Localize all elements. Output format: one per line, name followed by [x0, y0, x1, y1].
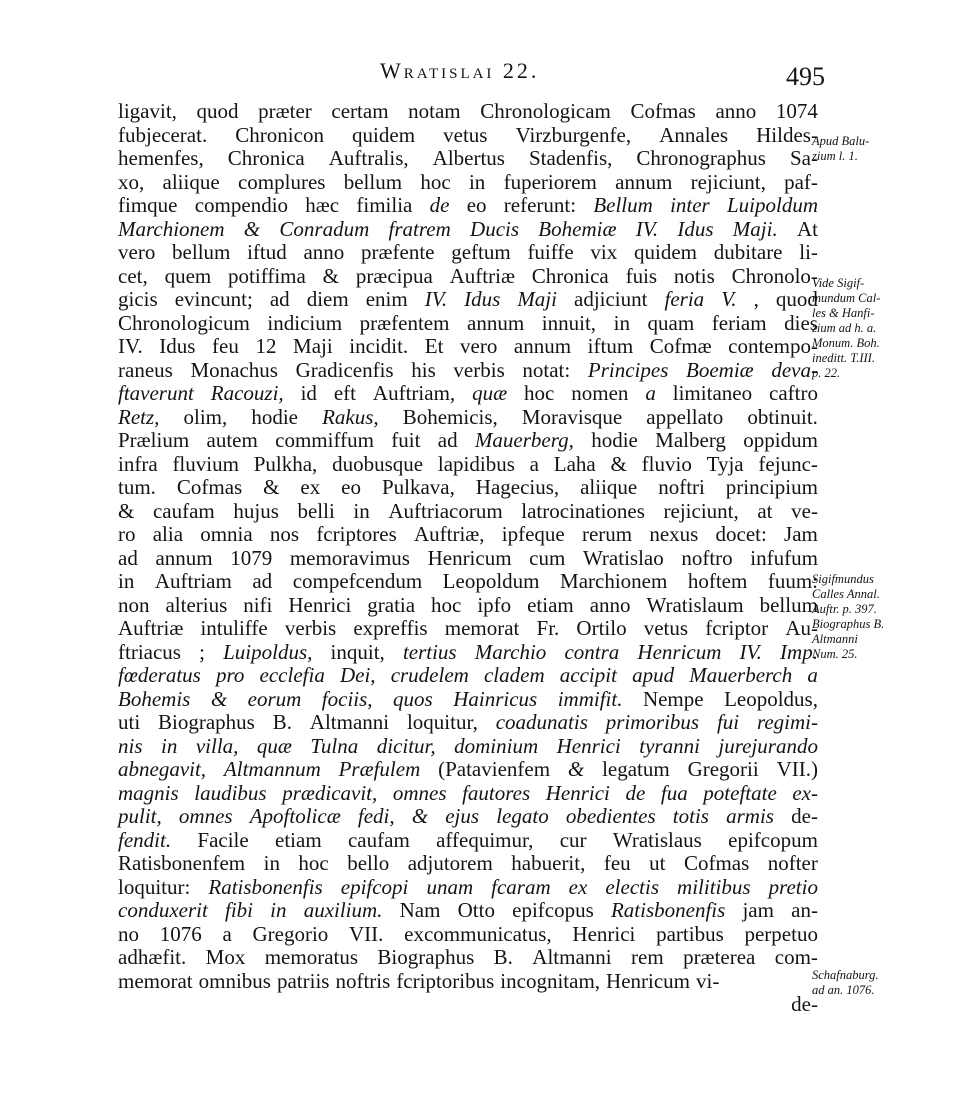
- text-line: & caufam hujus belli in Auftriacorum latrocinationes rejiciunt, at ve-: [118, 498, 818, 523]
- running-header: Wratislai 22.: [380, 58, 540, 83]
- text-line: memorat omnibus patriis noftris fcriptoribus incognitam, Henricum vi-: [118, 968, 720, 993]
- text-line: ftaverunt Racouzi, id eft Auftriam, quæ hoc nomen a limitaneo caftro: [118, 381, 818, 405]
- text-line: gicis evincunt; ad diem enim IV. Idus Maji adjiciunt feria V. , quod: [118, 287, 818, 311]
- text-line: adhæfit. Mox memoratus Biographus B. Altmanni rem præterea com-: [118, 945, 818, 969]
- text-line: tum. Cofmas & ex eo Pulkava, Hagecius, aliique noftri principium: [118, 475, 818, 499]
- text-line: raneus Monachus Gradicenfis his verbis notat: Principes Boemiæ deva-: [118, 357, 818, 382]
- text-line: infra fluvium Pulkha, duobusque lapidibus a Laha & fluvio Tyja fejunc-: [118, 451, 818, 476]
- text-line: hemenfes, Chronica Auftralis, Albertus Stadenfis, Chronographus Sa-: [118, 146, 818, 170]
- text-line: abnegavit, Altmannum Præfulem (Patavienfem & legatum Gregorii VII.): [118, 757, 818, 781]
- page-number: 495: [786, 62, 825, 91]
- margin-note: Schafnaburg. ad an. 1076.: [812, 968, 879, 997]
- text-line: magnis laudibus prædicavit, omnes fautores Henrici de fua poteftate ex-: [118, 780, 818, 805]
- text-line: ligavit, quod præter certam notam Chronologicam Cofmas anno 1074: [118, 99, 818, 123]
- text-line: de-: [791, 992, 818, 1016]
- margin-note: Vide Sigif- mundum Cal- les & Hanfi- zium ad h. a. Monum. Boh. ineditt. T.III. p. 22.: [812, 276, 881, 380]
- margin-note: Apud Balu- zium l. 1.: [812, 134, 870, 163]
- text-line: Retz, olim, hodie Rakus, Bohemicis, Moravisque appellato obtinuit.: [118, 404, 818, 429]
- text-line: no 1076 a Gregorio VII. excommunicatus, Henrici partibus perpetuo: [118, 921, 818, 946]
- text-line: ad annum 1079 memoravimus Henricum cum Wratislao noftro infufum: [118, 545, 818, 570]
- text-line: conduxerit fibi in auxilium. Nam Otto epifcopus Ratisbonenfis jam an-: [118, 898, 818, 922]
- margin-note: Sigifmundus Calles Annal. Auftr. p. 397. Biographus B. Altmanni Num. 25.: [812, 572, 885, 661]
- text-line: fœderatus pro ecclefia Dei, crudelem cladem accipit apud Mauerberch a: [118, 663, 818, 687]
- text-line: cet, quem potiffima & præcipua Auftriæ Chronica fuis notis Chronolo-: [118, 263, 818, 288]
- text-line: non alterius nifi Henrici gratia hoc ipfo etiam anno Wratislaum bellum: [118, 592, 818, 617]
- text-line: fubjecerat. Chronicon quidem vetus Virzburgenfe, Annales Hildes-: [118, 122, 818, 147]
- text-line: Ratisbonenfem in hoc bello adjutorem habuerit, feu ut Cofmas nofter: [118, 851, 818, 875]
- text-line: Prælium autem commiffum fuit ad Mauerberg, hodie Malberg oppidum: [118, 428, 818, 452]
- text-line: ro alia omnia nos fcriptores Auftriæ, ipfeque rerum nexus docet: Jam: [118, 522, 818, 546]
- text-line: Auftriæ intuliffe verbis expreffis memorat Fr. Ortilo vetus fcriptor Au-: [118, 616, 818, 640]
- text-line: IV. Idus feu 12 Maji incidit. Et vero annum iftum Cofmæ contempo-: [118, 334, 818, 358]
- text-line: xo, aliique complures bellum hoc in fuperiorem annum rejiciunt, paf-: [118, 169, 818, 194]
- text-line: uti Biographus B. Altmanni loquitur, coadunatis primoribus fui regimi-: [118, 710, 818, 734]
- text-line: in Auftriam ad compefcendum Leopoldum Marchionem hoftem fuum:: [118, 569, 818, 593]
- text-line: Marchionem & Conradum fratrem Ducis Bohemiæ IV. Idus Maji. At: [118, 216, 818, 241]
- text-line: loquitur: Ratisbonenfis epifcopi unam fcaram ex electis militibus pretio: [118, 874, 818, 899]
- text-line: Chronologicum indicium præfentem annum innuit, in quam feriam dies: [118, 310, 818, 335]
- text-line: vero bellum iftud anno præfente geftum fuiffe vix quidem dubitare li-: [118, 240, 818, 264]
- main-text-column: [118, 100, 818, 1017]
- text-line: Bohemis & eorum fociis, quos Hainricus immifit. Nempe Leopoldus,: [118, 686, 818, 711]
- text-line: fimque compendio hæc fimilia de eo referunt: Bellum inter Luipoldum: [118, 193, 818, 217]
- text-line: fendit. Facile etiam caufam affequimur, cur Wratislaus epifcopum: [118, 827, 818, 852]
- text-line: nis in villa, quæ Tulna dicitur, dominium Henrici tyranni jurejurando: [118, 733, 818, 758]
- text-line: ftriacus ; Luipoldus, inquit, tertius Marchio contra Henricum IV. Imp.: [118, 639, 818, 664]
- text-line: pulit, omnes Apoftolicæ fedi, & ejus legato obedientes totis armis de-: [118, 804, 818, 828]
